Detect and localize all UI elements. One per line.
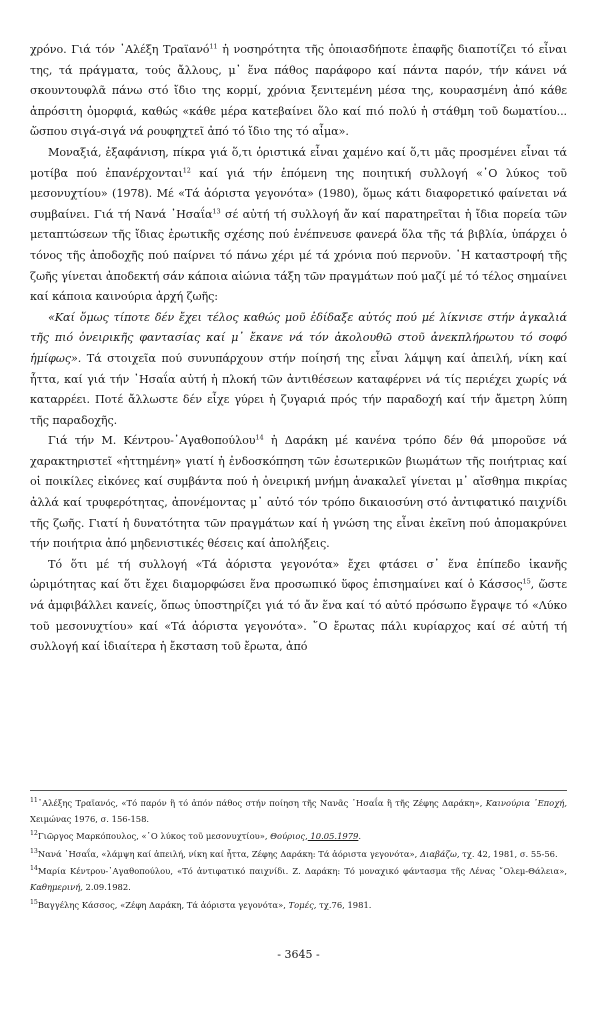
quoted-paragraph: «Καί ὅμως τίποτε δέν ἔχει τέλος καθώς μοῦ ἐδίδαξε αὐτός πού μέ λίκνισε στήν ἀγκαλιά τῆς πιό ὀνειρικῆς φαντασίας καί μ᾽ ἔκανε νά τόν ἀκολουθῶ στοῦ ἀνεκπλήρωτου τό σοφό ἡμίφως». Τά στοιχεῖα πού συνυπάρχουν στήν ποίησή της εἶναι λάμψη καί ἀπειλή, νίκη καί ἧττα, καί γιά τήν ᾽Ησαΐα αὐτή ἡ πλοκή τῶν ἀντιθέσεων καταφέρνει νά τίς περιέχει χωρίς νά καταρρέει. Ποτέ ἄλλωστε δέν εἶχε γύρει ἡ ζυγαριά πρός τήν παραδοχή καί τήν ἄμετρη λύπη τῆς παραδοχῆς. [30, 310, 567, 427]
paragraph: Γιά τήν Μ. Κέντρου-᾽Αγαθοπούλου$^{14}$ ἡ Δαράκη μέ κανένα τρόπο δέν θά μποροῦσε νά χαρακτηριστεῖ «ἡττημένη» γιατί ἡ ἐνδοσκόπηση τῶν ἐσωτερικῶν βιωμάτων τῆς ποιήτριας καί οἱ ποικίλες εἰκόνες καί συμβάντα πού ἡ ὀνειρική μνήμη ἀνακαλεῖ γίνεται μ᾽ αἴσθημα πικρίας ἀλλά καί τρυφερότητας, ἀπονέμοντας μ᾽ αὐτό τόν τρόπο δικαιοσύνη στό ἀντιφατικό παιχνίδι τῆς ζωῆς. Γιατί ἡ δυνατότητα τῶν πραγμάτων καί ἡ γνώση της εἶναι ἐκεῖνη πού ἀπομακρύνει τήν ποιήτρια ἀπό μηδενιστικές θέσεις καί ἀπολήξεις. [30, 433, 567, 551]
footnote: $^{15}$Βαγγέλης Κάσσος, «Ζέφη Δαράκη, Τά ἀόριστα γεγονότα», Τομές, τχ.76, 1981. [30, 898, 372, 910]
page-number: - 3645 - [277, 948, 320, 961]
quotation: «Καί ὅμως τίποτε δέν ἔχει τέλος καθώς μοῦ ἐδίδαξε αὐτός πού μέ λίκνισε στήν ἀγκαλιά τῆς πιό ὀνειρικῆς φαντασίας καί μ᾽ ἔκανε νά τόν ἀκολουθῶ στοῦ ἀνεκπλήρωτου τό σοφό ἡμίφως». [30, 310, 567, 365]
footnote: $^{13}$Νανά ᾽Ησαΐα, «λάμψη καί ἀπειλή, νίκη καί ἧττα, Ζέφης Δαράκη: Τά ἀόριστα γεγονότα», Διαβάζω, τχ. 42, 1981, σ. 55-56. [30, 847, 558, 859]
footnote: $^{14}$Μαρία Κέντρου-᾽Αγαθοπούλου, «Τό ἀντιφατικό παιχνίδι. Ζ. Δαράκη: Τό μοναχικό φάντασμα τῆς Λένας ῎Ολεμ-Θάλεια», Καθημερινή, 2.09.1982. [30, 865, 567, 892]
footnote-ref[interactable]: 11 [209, 42, 218, 51]
footnote-ref[interactable]: 15 [522, 577, 531, 586]
footnote: $^{11}$᾽Αλέξης Τραϊανός, «Τό παρόν ἢ τό ἀπόν πάθος στήν ποίηση τῆς Νανᾶς ᾽Ησαΐα ἢ τῆς Ζέφης Δαράκη», Καινούρια ᾽Εποχή, Χειμώνας 1976, σ. 156-158. [30, 797, 567, 824]
body-text [30, 40, 567, 658]
footnote-ref[interactable]: 12 [182, 165, 191, 174]
footnote-ref[interactable]: 13 [212, 207, 221, 216]
paragraph: Μοναξιά, ἐξαφάνιση, πίκρα γιά ὅ,τι ὁριστικά εἶναι χαμένο καί ὅ,τι μᾶς προσμένει εἶναι τά μοτίβα πού ἐπανέρχονται$^{12}$ καί γιά τήν ἑπόμενη της ποιητική συλλογή «῾Ο λύκος τοῦ μεσονυχτίου» (1978). Μέ «Τά ἀόριστα γεγονότα» (1980), ὅμως κάτι διαφορετικό φαίνεται νά συμβαίνει. Γιά τή Νανά ᾽Ησαΐα$^{13}$ σέ αὐτή τή συλλογή ἄν καί παρατηρεῖται ἡ ἴδια πορεία τῶν μεταπτώσεων τῆς ἴδιας ἐρωτικῆς σχέσης πού ἐνέπνευσε φανερά ὅλα τῆς τά βιβλία, ὑπάρχει ὁ τόνος τῆς ἀποδοχῆς πού παίρνει τό πάνω χέρι μέ τά χρόνια πού περνοῦν. ῾Η καταστροφή τῆς ζωῆς γίνεται ἀποδεκτή σάν κάποια αἰώνια τάξη τῶν πραγμάτων πού μαζί μέ τό τέλος σημαίνει καί κάποια καινούρια ἀρχή ζωῆς: [30, 145, 567, 304]
paragraph: χρόνο. Γιά τόν ᾽Αλέξη Τραϊανό$^{11}$ ἡ νοσηρότητα τῆς ὁποιασδήποτε ἐπαφῆς διαποτίζει τό εἶναι της, τά πράγματα, τούς ἄλλους, μ᾽ ἕνα πάθος παράφορο καί πάντα παρόν, τήν κάνει νά σκουντουφλᾶ πάνω στό ἴδιο της κορμί, χρόνια ξενιτεμένη μέσα της, κουρασμένη ἀπό κάθε ἀπρόσιτη ὁμορφιά, καθώς «κάθε μέρα κατεβαίνει ὅλο καί πιό πολύ ἡ στάθμη τοῦ δωματίου... ὥσπου σιγά-σιγά νά ρουφηχτεῖ ἀπό τό ἴδιο της τό αἷμα». [30, 42, 568, 139]
paragraph: Τό ὅτι μέ τή συλλογή «Τά ἀόριστα γεγονότα» ἔχει φτάσει σ᾽ ἕνα ἐπίπεδο ἱκανῆς ὡριμότητας καί ὅτι ἔχει διαμορφώσει ἕνα προσωπικό ὕφος ἐπισημαίνει καί ὁ Κάσσος$^{15}$, ὥστε νά ἀμφιβάλλει κανείς, ὅπως ὑποστηρίζει γιά τό ἄν ἕνα καί τό αὐτό πρόσωπο ἔγραψε τό «Λύκο τοῦ μεσονυχτίου» καί «Τά ἀόριστα γεγονότα». ῞Ο ἔρωτας πάλι κυρίαρχος καί σέ αὐτή τή συλλογή καί ἰδιαίτερα ἡ ἔκσταση τοῦ ἔρωτα, ἀπό [30, 557, 567, 654]
footnote: $^{12}$Γιῶργος Μαρκόπουλος, «῾Ο λύκος τοῦ μεσονυχτίου», Θούριος, 10.05.1979. [30, 830, 362, 842]
footnote-divider [30, 790, 567, 791]
footnote-ref[interactable]: 14 [255, 433, 264, 442]
footnotes [30, 796, 567, 915]
